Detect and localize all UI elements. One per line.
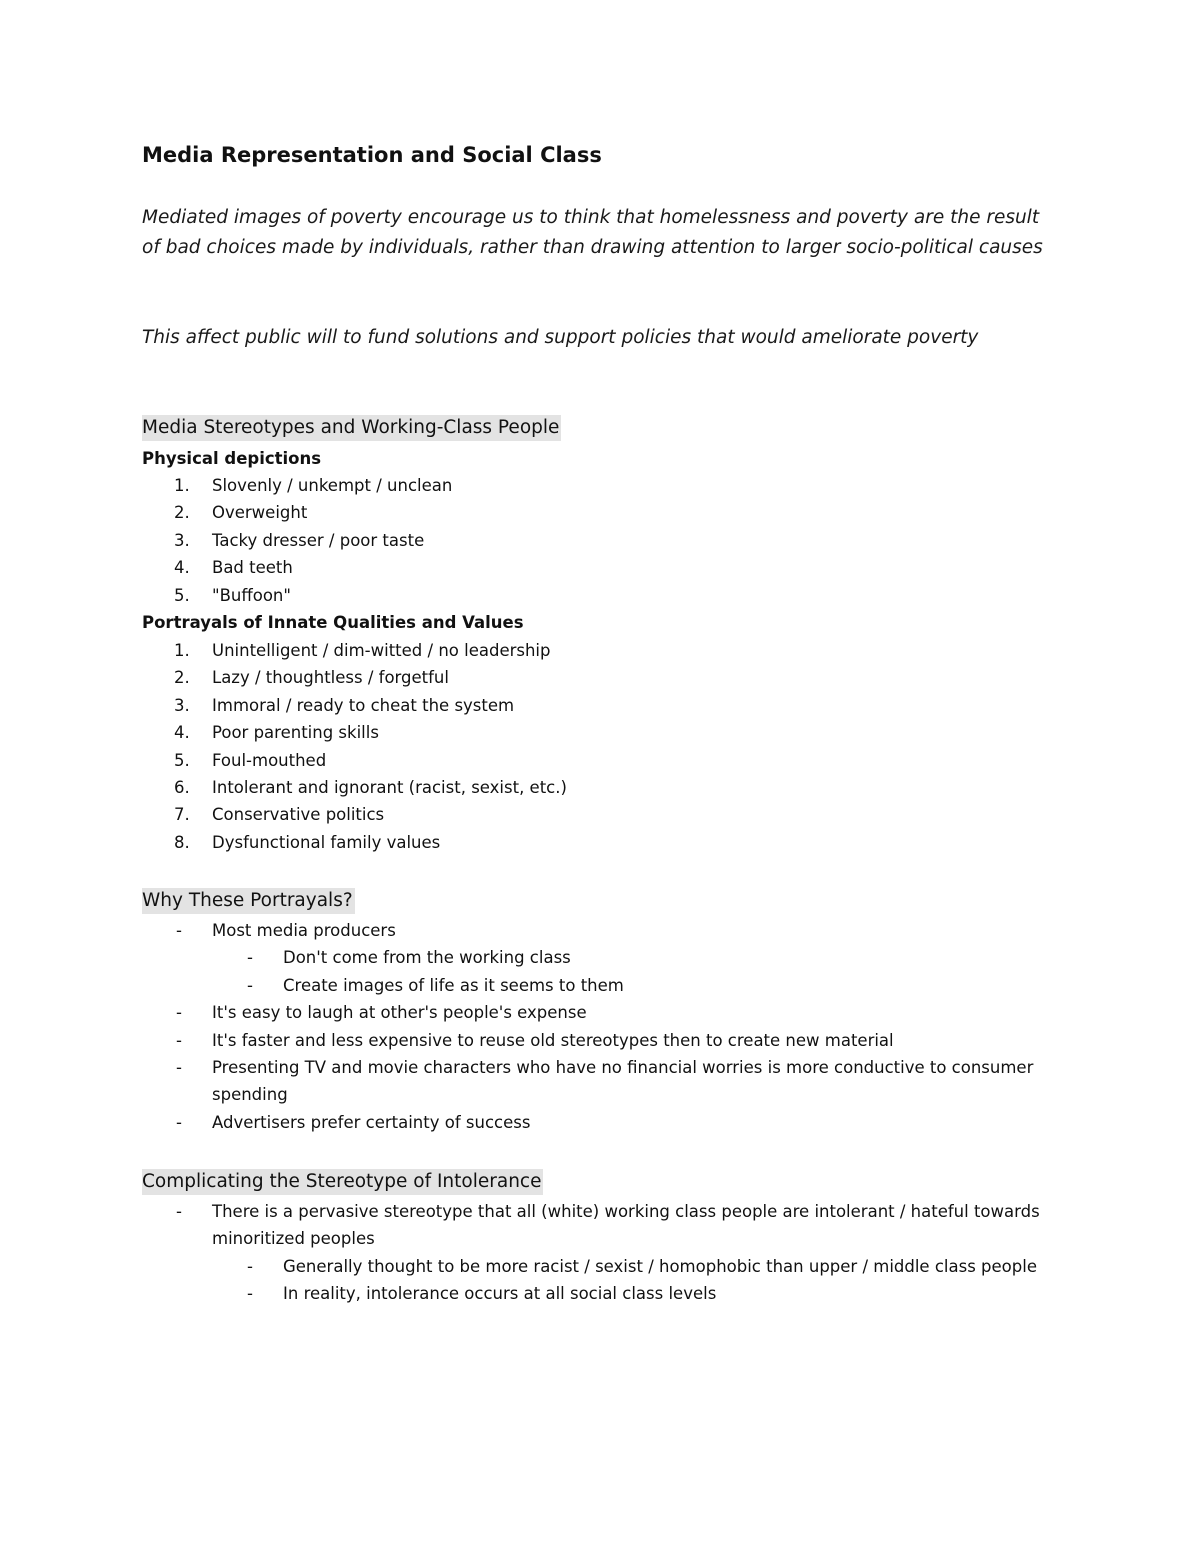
dash-bullet: -	[176, 1030, 182, 1050]
section-heading-why-portrayals: Why These Portrayals?	[142, 888, 355, 914]
dash-bullet: -	[176, 921, 182, 940]
list-item-text: Lazy / thoughtless / forgetful	[212, 668, 449, 688]
list-item	[142, 1027, 1072, 1054]
intro-paragraph-1: Mediated images of poverty encourage us to think that homelessness and poverty are the result of bad choices made by individuals, rather than drawing attention to larger socio-political causes	[142, 207, 1043, 258]
list-item	[142, 972, 1072, 999]
list-item-text: Conservative politics	[212, 805, 385, 825]
list-item-text: Poor parenting skills	[212, 723, 379, 743]
dash-bullet: -	[176, 1058, 182, 1078]
list-item-text: Generally thought to be more racist / sexist / homophobic than upper / middle class people	[283, 1256, 1037, 1276]
list-number: 8.	[174, 832, 190, 852]
list-number: 2.	[174, 503, 190, 523]
list-item-text: Don't come from the working class	[283, 948, 571, 968]
list-item	[142, 1253, 1072, 1280]
list-item-text: Tacky dresser / poor taste	[212, 530, 425, 550]
list-item	[142, 999, 1072, 1026]
subheading-physical-depictions: Physical depictions	[142, 449, 322, 468]
list-number: 3.	[174, 530, 190, 550]
list-number: 5.	[174, 585, 190, 605]
list-item-text: Foul-mouthed	[212, 750, 327, 770]
list-item-text: Slovenly / unkempt / unclean	[212, 476, 453, 495]
list-item-text: Create images of life as it seems to them	[283, 975, 624, 995]
why-portrayals-list	[142, 917, 1072, 1136]
list-item-text: Advertisers prefer certainty of success	[212, 1112, 531, 1132]
list-item	[142, 917, 1072, 944]
list-item-text: Dysfunctional family values	[212, 832, 441, 852]
intro-paragraph-2: This affect public will to fund solutions and support policies that would ameliorate poverty	[142, 327, 979, 348]
list-number: 5.	[174, 750, 190, 770]
list-item-text: In reality, intolerance occurs at all social class levels	[283, 1284, 717, 1304]
list-item-text: It's easy to laugh at other's people's expense	[212, 1003, 587, 1023]
dash-bullet: -	[176, 1202, 182, 1221]
list-number: 6.	[174, 777, 190, 797]
dash-bullet: -	[247, 948, 253, 968]
section-heading-media-stereotypes: Media Stereotypes and Working-Class People	[142, 415, 561, 441]
list-item	[142, 1280, 1072, 1307]
dash-bullet: -	[176, 1112, 182, 1132]
list-number: 2.	[174, 668, 190, 688]
dash-bullet: -	[247, 975, 253, 995]
complicating-stereotype-list	[142, 1198, 1072, 1308]
dash-bullet: -	[247, 1256, 253, 1276]
list-item-text: Overweight	[212, 503, 308, 523]
list-item-text: Intolerant and ignorant (racist, sexist, etc.)	[212, 777, 567, 797]
list-item	[142, 1054, 1072, 1109]
list-number: 4.	[174, 558, 190, 578]
list-item-text: Most media producers	[212, 921, 396, 940]
list-number: 4.	[174, 723, 190, 743]
list-item-text: Bad teeth	[212, 558, 293, 578]
list-item	[142, 1198, 1072, 1253]
list-item-text: Immoral / ready to cheat the system	[212, 695, 515, 715]
dash-bullet: -	[247, 1284, 253, 1304]
list-number: 7.	[174, 805, 190, 825]
section-heading-complicating-stereotype: Complicating the Stereotype of Intolerance	[142, 1169, 543, 1195]
list-item-text: Unintelligent / dim-witted / no leadership	[212, 641, 551, 660]
list-number: 1.	[174, 476, 190, 495]
page-title: Media Representation and Social Class	[142, 143, 602, 167]
list-item	[142, 1109, 1072, 1136]
list-item-text: It's faster and less expensive to reuse old stereotypes then to create new material	[212, 1030, 894, 1050]
list-item-text: There is a pervasive stereotype that all (white) working class people are intolerant / hateful towards minoritized peoples	[212, 1202, 1040, 1249]
list-number: 1.	[174, 641, 190, 660]
list-item	[142, 944, 1072, 971]
list-item-text: "Buffoon"	[212, 585, 291, 605]
subheading-innate-qualities: Portrayals of Innate Qualities and Values	[142, 613, 524, 632]
dash-bullet: -	[176, 1003, 182, 1023]
list-item-text: Presenting TV and movie characters who have no financial worries is more conductive to consumer spending	[212, 1058, 1034, 1105]
list-number: 3.	[174, 695, 190, 715]
